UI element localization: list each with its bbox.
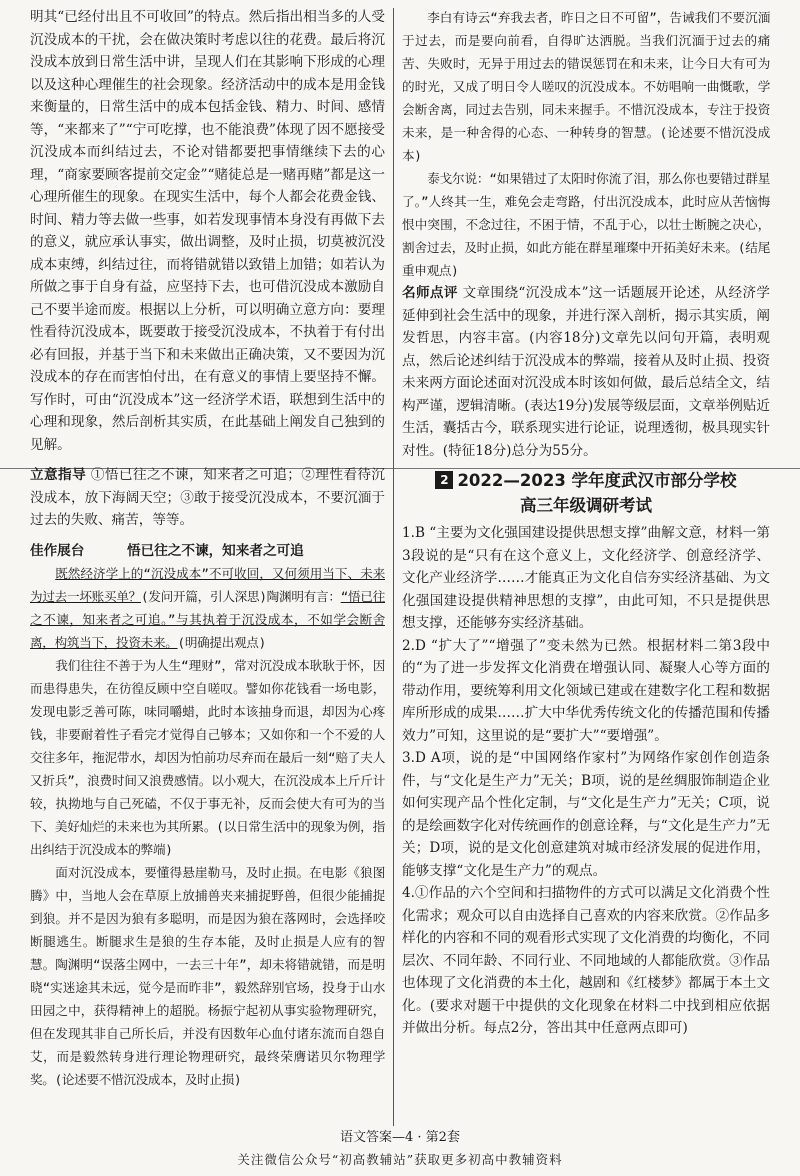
essay-underlined-1: 既然经济学上的“沉没成本”不可收回，又何须用当下、未来为过去一坏账买单？ — [30, 566, 385, 604]
mingshi-text: 文章围绕“沉没成本”这一话题展开论述，从经济学延伸到社会生活中的现象，并进行深入剖析，揭示其实质，阐发哲思，内容丰富。(内容18分)文章先以问句开篇，表明观点，然后论述纠结于沉没成本的弊端，接着从及时止损、投资未来两方面论述面对沉没成本时该如何做，最后总结全文，结构严谨，逻辑清晰。(表达19分)发展等级层面，文章举例贴近生活，囊括古今，联系现实进行论证，说理透彻，极具现实针对性。(特征18分)总分为55分。 — [402, 285, 771, 459]
essay-paragraph-1 — [30, 562, 385, 654]
page-label: 语文答案—4 · 第2套 — [340, 1130, 460, 1145]
essay-paragraph-5 — [402, 167, 770, 282]
jiazuo-label: 佳作展台 — [30, 542, 85, 559]
answer-1: 1.B “主要为文化强国建设提供思想支撑”曲解文意，材料一第3段说的是“只有在这个意义上，文化经济学、创意经济学、文化产业经济学……才能真正为文化自信夯实经济基础、为文化强国建设提供精神思想的支撑”，由此可知，不只是提供思想支撑，还能够夯实经济基础。 — [402, 525, 770, 631]
teacher-comment — [402, 282, 770, 462]
footer-notice: 关注微信公众号“初高教辅站”获取更多初高中教辅资料 — [237, 1152, 563, 1167]
section-number-badge: 2 — [435, 471, 453, 489]
liyi-label: 立意指导 — [30, 467, 87, 483]
right-column — [402, 6, 770, 1040]
mingshi-label: 名师点评 — [402, 285, 458, 301]
liyi-text: ①悟已往之不谏，知来者之可追；②理性看待沉没成本，放下海阔天空；③敢于接受沉没成本，不要沉湎于过去的失败、痛苦，等等。 — [30, 467, 386, 528]
essay-note-5: (论述要不惜沉没成本) — [402, 125, 770, 163]
essay-text-2: 我们往往不善于为人生“理财”，常对沉没成本耿耿于怀，因而患得患失，在彷徨反顾中空自嗟叹。譬如你花钱看一场电影，发现电影乏善可陈，味同嚼蜡，此时本该抽身而退，却因为心疼钱，非要耐着性子看完才觉得自己够本；又如你和一个不爱的人交往多年，拖泥带水，却因为怕前功尽弃而在最后一刻“赔了夫人又折兵”，浪费时间又浪费感情。以小观大，在沉没成本上斤斤计较，执拗地与自己死磕，不仅于事无补，反而会使大有可为的当下、美好灿烂的未来也为其所累。 — [30, 658, 385, 834]
essay-text-3: 面对沉没成本，要懂得悬崖勒马，及时止损。在电影《狼图腾》中，当地人会在草原上放捕兽夹来捕捉野兽，但很少能捕捉到狼。并不是因为狼有多聪明，而是因为狼在落网时，会选择咬断腿逃生。断腿求生是狼的生存本能，及时止损是人应有的智慧。陶渊明“误落尘网中，一去三十年”，却未将错就错，而是明晓“实迷途其未远，觉今是而昨非”，毅然辞别官场，投身于山水田园之中，获得精神上的超脱。杨振宁起初从事实验物理研究，但在发现其非自己所长后，并没有因数年心血付诸东流而自怨自艾，而是毅然转身进行理论物理研究，最终荣膺诺贝尔物理学奖。 — [30, 865, 385, 1087]
essay-text-5: 泰戈尔说：“如果错过了太阳时你流了泪，那么你也要错过群星了。”人终其一生，难免会走弯路，付出沉没成本，此时应从苦恼悔恨中突围，不念过往，不困于情，不乱于心，以壮士断腕之决心，割舍过去，及时止损，如此方能在群星璀璨中开拓美好未来。 — [402, 171, 770, 255]
essay-body — [30, 562, 385, 1091]
essay-title: 悟已往之不谏，知来者之可追 — [127, 542, 304, 559]
analysis-paragraph: 明其“已经付出且不可收回”的特点。然后指出相当多的人受沉没成本的干扰，会在做决策时考虑以往的花费。最后将沉没成本放到日常生活中讲，呈现人们在其影响下形成的心理以及这种心理催生的社会现象。经济活动中的成本是用金钱来衡量的，日常生活中的成本包括金钱、精力、时间、感情等，“来都来了”“宁可吃撑，也不能浪费”体现了因不愿接受沉没成本而纠结过去，不论对错都要把事情继续下去的心理，“商家要顾客提前交定金”“赌徒总是一赌再赌”都是这一心理所催生的现象。在现实生活中，每个人都会花费金钱、时间、精力等去做一些事，如若发现事情本身没有再做下去的意义，就应承认事实，做出调整，及时止损，切莫被沉没成本束缚，纠结过往，而将错就错以致错上加错；如若认为所做之事于自身有益，应坚持下去，也可借沉没成本激励自己不要半途而废。根据以上分析，可以明确立意方向：要理性看待沉没成本，既要敢于接受沉没成本，不执着于有付出必有回报，并基于当下和未来做出正确决策，又不要因为沉没成本的存在而害怕付出，在有意义的事情上要坚持不懈。写作时，可由“沉没成本”这一经济学术语，联想到生活中的心理和现象，然后剖析其实质，在此基础上阐发自己独到的见解。 — [30, 9, 385, 453]
essay-note-4: (论述要不惜沉没成本，及时止损) — [54, 1072, 242, 1087]
essay-note-6: (结尾重申观点) — [402, 240, 771, 278]
essay-text-4: 李白有诗云“弃我去者，昨日之日不可留”，告诫我们不要沉湎于过去，而是要向前看，自得旷达洒脱。当我们沉湎于过去的痛苦、失败时，无异于用过去的错误惩罚在和未来，让今日大有可为的时光，又成了明日令人嗟叹的沉没成本。不妨唱响一曲慨歌，学会断舍离，同过去告别，同未来握手。不惜沉没成本，专注于投资未来，是一种舍得的心态、一种转身的智慧。 — [402, 10, 770, 140]
essay-text-1: 陶渊明有言： — [266, 589, 341, 604]
section-title-2: 高三年级调研考试 — [520, 496, 652, 515]
section-title-line-1 — [402, 468, 770, 493]
essay-continued — [402, 6, 770, 282]
essay-underlined-2: “悟已往之不谏，知来者之可追。”与其执着于沉没成本，不如学会断舍离，构筑当下，投资未来。 — [30, 589, 385, 650]
section-title-1: 2022—2023 学年度武汉市部分学校 — [457, 471, 737, 490]
answer-4: 4.①作品的六个空间和扫描物件的方式可以满足文化消费个性化需求；观众可以自由选择自己喜欢的内容来欣赏。②作品多样化的内容和不同的观看形式实现了文化消费的均衡化，不同层次、不同年龄、不同行业、不同地域的人都能欣赏。③作品也体现了文化消费的本土化，越剧和《红楼梦》都属于本土文化。(要求对题干中提供的文化现象在材料二中找到相应依据并做出分析。每点2分，答出其中任意两点即可) — [402, 885, 770, 1036]
essay-note-2: (明确提出观点) — [177, 635, 266, 650]
essay-paragraph-4 — [402, 6, 770, 167]
essay-paragraph-2 — [30, 654, 385, 861]
column-divider — [393, 8, 394, 1126]
essay-paragraph-3 — [30, 861, 385, 1091]
answer-2: 2.D “扩大了”“增强了”变未然为已然。根据材料二第3段中的“为了进一步发挥文化消费在增强认同、凝聚人心等方面的带动作用，要统筹利用文化领域已建或在建数字化工程和数据库所形成的成果……扩大中华优秀传统文化的传播范围和传播效力”可知，这里说的是“要扩大”“要增强”。 — [402, 637, 770, 744]
left-column — [30, 6, 385, 1091]
liyi-guide — [30, 464, 385, 532]
jiazuo-heading — [30, 540, 385, 563]
essay-note-3: (以日常生活中的现象为例，指出纠结于沉没成本的弊端) — [30, 819, 385, 857]
section-heading — [402, 468, 770, 518]
essay-note-1: (发问开篇，引人深思) — [141, 589, 267, 604]
answer-3: 3.D A项，说的是“中国网络作家村”为网络作家创作创造条件，与“文化是生产力”无关；B项，说的是丝绸服饰制造企业如何实现产品个性化定制，与“文化是生产力”无关；C项，说的是绘画数字化对传统画作的创意诠释，与“文化是生产力”无关；D项，说的是文化创意建筑对城市经济发展的促进作用，能够支撑“文化是生产力”的观点。 — [402, 750, 770, 879]
